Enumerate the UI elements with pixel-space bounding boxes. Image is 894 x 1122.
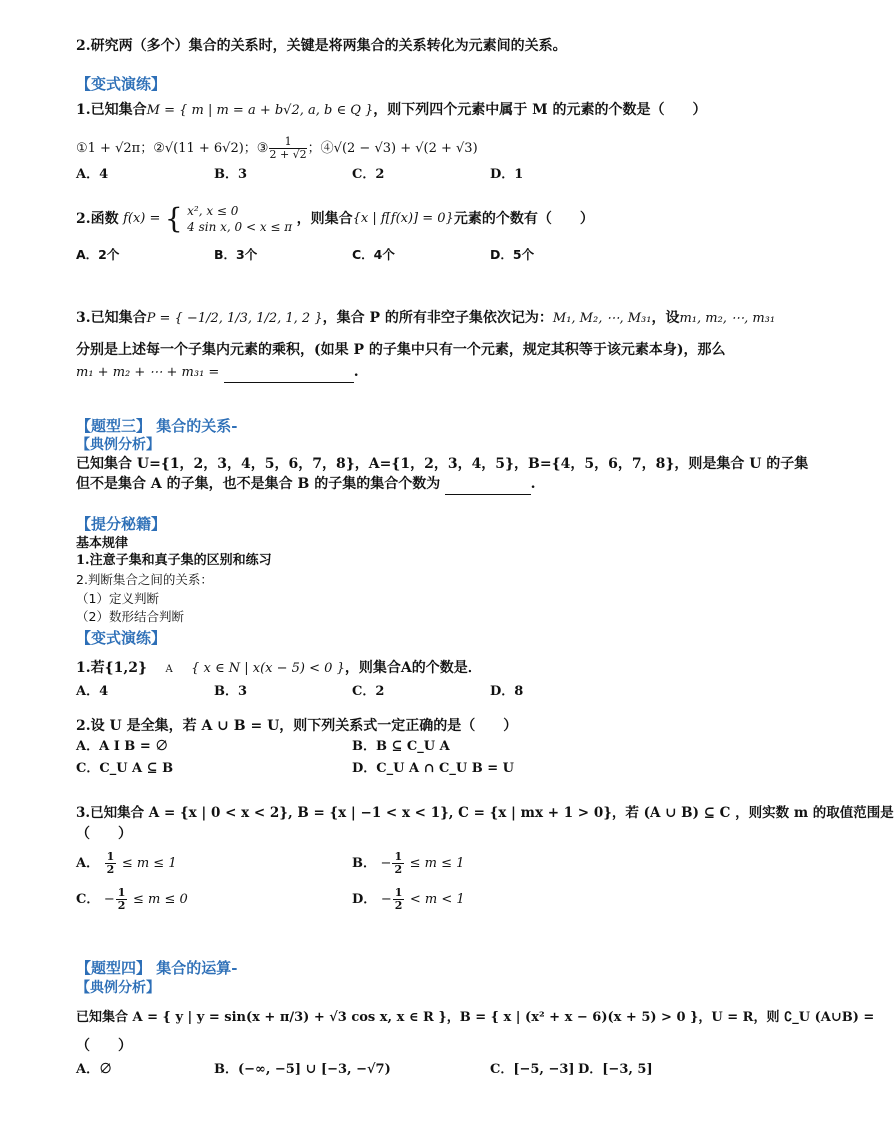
q1-item-2: ；②√(11 + 6√2) <box>140 141 244 156</box>
p3-option-a-text: ≤ m ≤ 1 <box>121 856 177 871</box>
type-4-paren: （ ） <box>76 1038 132 1054</box>
practice-2-stem: 2.设 U 是全集，若 A ∪ B = U，则下列关系式一定正确的是（ ） <box>76 718 518 734</box>
q1-item-4: ；④√(2 − √3) + √(2 + √3) <box>307 141 478 156</box>
type-3-example-line-1: 已知集合 U={1，2，3，4，5，6，7，8}，A={1，2，3，4，5}，B={4，5，6，7，8}，则是集合 U 的子集 <box>76 456 809 472</box>
p1-option-d: D．8 <box>490 684 524 699</box>
p3-option-c-label: C． <box>76 892 100 907</box>
q1-option-d: D．1 <box>490 167 524 182</box>
q3-line-3 <box>76 362 359 383</box>
q3-answer-blank[interactable] <box>224 362 354 383</box>
tips-rule-1: 1.注意子集和真子集的区别和练习 <box>76 553 272 568</box>
q1-set-definition: M = { m | m = a + b√2, a, b ∈ Q } <box>146 103 374 118</box>
q3-mid2: ，设 <box>651 310 680 326</box>
tips-header: 【提分秘籍】 <box>76 515 167 533</box>
p3-option-c-den: 2 <box>117 899 126 912</box>
p3-option-a <box>76 851 177 876</box>
intro-line: 2.研究两（多个）集合的关系时，关键是将两集合的关系转化为元素间的关系。 <box>76 38 567 54</box>
type-4-header: 【题型四】 集合的运算- <box>76 959 238 977</box>
q2-function-name: f(x) = <box>123 211 161 226</box>
p3-option-b-text: ≤ m ≤ 1 <box>409 856 465 871</box>
p2-option-d: D．C_U A ∩ C_U B = U <box>352 761 514 776</box>
p3-option-a-fraction <box>105 851 117 876</box>
q2-piecewise-cases <box>187 203 292 235</box>
q3-sum-expression: m₁ + m₂ + ⋯ + m₃₁ = <box>76 365 220 380</box>
q1-item-3-numerator: 1 <box>269 136 306 149</box>
q2-case-2: 4 sin x, 0 < x ≤ π <box>187 220 293 234</box>
p1-suffix: ，则集合A的个数是． <box>344 660 482 676</box>
q1-option-c: C．2 <box>352 167 385 182</box>
p3-option-d-num: 1 <box>394 886 403 899</box>
q2-brace: { <box>164 202 183 235</box>
p1-set: { x ∈ N | x(x − 5) < 0 } <box>191 661 345 676</box>
p3-option-b-fraction <box>392 851 404 876</box>
q3-period: . <box>353 364 359 380</box>
q3-prefix: 3.已知集合 <box>76 310 147 326</box>
type-3-header: 【题型三】 集合的关系- <box>76 417 238 435</box>
q2-prefix: 2.函数 <box>76 211 119 227</box>
q1-prefix: 1.已知集合 <box>76 102 147 118</box>
practice-3-stem: 3.已知集合 A = {x | 0 < x < 2}, B = {x | −1 < x < 1}, C = {x | mx + 1 > 0}，若 (A ∪ B) ⊆ C ，则实数 m 的取值范围是 <box>76 805 894 821</box>
p2-option-a: A．A I B = ∅ <box>76 739 169 754</box>
type-4-option-b: B．(−∞, −5] ∪ [−3, −√7) <box>214 1062 391 1077</box>
p2-option-b: B．B ⊆ C_U A <box>352 739 450 754</box>
q2-option-d: D．5个 <box>490 247 535 262</box>
q2-set: {x | f[f(x)] = 0} <box>352 211 454 226</box>
q3-mid: ，集合 P 的所有非空子集依次记为： <box>322 310 553 326</box>
q3-set-definition: P = { −1/2, 1/3, 1/2, 1, 2 } <box>146 311 323 326</box>
p3-option-b-label: B． <box>352 856 376 871</box>
p3-option-a-label: A． <box>76 856 100 871</box>
type-3-example-line-2 <box>76 474 536 495</box>
section-header-variant-practice-2: 【变式演练】 <box>76 629 167 647</box>
p2-option-c: C．C_U A ⊆ B <box>76 761 174 776</box>
type-3-answer-blank[interactable] <box>445 474 531 495</box>
p1-relation-glyph: A <box>165 664 173 675</box>
q2-option-b: B．3个 <box>214 247 258 262</box>
p3-option-b-num: 1 <box>394 850 403 863</box>
q3-products: m₁, m₂, ⋯, m₃₁ <box>679 311 776 326</box>
tips-rule-2b: （2）数形结合判断 <box>76 609 184 624</box>
tips-rule-2: 2.判断集合之间的关系： <box>76 572 213 587</box>
type-3-period: . <box>530 476 536 492</box>
p3-option-d-minus: − <box>380 892 392 907</box>
p3-option-c-minus: − <box>103 892 115 907</box>
type-3-example-text: 但不是集合 A 的子集，也不是集合 B 的子集的集合个数为 <box>76 476 441 492</box>
q2-option-c: C．4个 <box>352 247 395 262</box>
p3-option-d-text: < m < 1 <box>409 892 465 907</box>
p3-option-b <box>352 851 464 876</box>
q1-option-a: A．4 <box>76 167 109 182</box>
type-4-option-d: D．[−3, 5] <box>578 1062 653 1077</box>
tips-rule-2a: （1）定义判断 <box>76 591 159 606</box>
practice-3-paren: （ ） <box>76 826 132 842</box>
type-4-option-a: A．∅ <box>76 1062 113 1077</box>
q1-suffix: ，则下列四个元素中属于 M 的元素的个数是（ ） <box>373 102 707 118</box>
q1-item-3-denominator: 2 + √2 <box>269 148 307 161</box>
question-2-stem <box>76 203 594 239</box>
type-4-subheader: 【典例分析】 <box>76 980 160 996</box>
p3-option-d-den: 2 <box>394 899 403 912</box>
p3-option-a-num: 1 <box>106 850 115 863</box>
practice-1-stem <box>76 658 482 680</box>
q2-case-1: x², x ≤ 0 <box>187 204 239 218</box>
p1-option-c: C．2 <box>352 684 385 699</box>
p3-option-c-num: 1 <box>117 886 126 899</box>
p1-option-b: B．3 <box>214 684 248 699</box>
type-3-subheader: 【典例分析】 <box>76 437 160 453</box>
p3-option-b-minus: − <box>380 856 392 871</box>
question-1-items <box>76 136 478 161</box>
tips-basic: 基本规律 <box>76 536 129 551</box>
type-4-example-line-1: 已知集合 A = { y | y = sin(x + π/3) + √3 cos x, x ∈ R }，B = { x | (x² + x − 6)(x + 5) > 0 }，U = R，则 ∁_U (A∪B) = <box>76 1010 875 1025</box>
q1-item-1: ①1 + √2π <box>76 141 141 156</box>
question-1-stem <box>76 100 707 121</box>
q2-mid: ，则集合 <box>296 211 353 227</box>
q3-line-2: 分别是上述每一个子集内元素的乘积，(如果 P 的子集中只有一个元素，规定其积等于该元素本身)，那么 <box>76 342 726 358</box>
p1-option-a: A．4 <box>76 684 109 699</box>
p3-option-d <box>352 887 465 912</box>
question-3-stem <box>76 308 775 329</box>
section-header-variant-practice-1: 【变式演练】 <box>76 75 167 93</box>
q1-option-b: B．3 <box>214 167 248 182</box>
q3-subsets: M₁, M₂, ⋯, M₃₁ <box>552 311 652 326</box>
p1-prefix: 1.若{1,2} <box>76 660 147 676</box>
q2-option-a: A．2个 <box>76 247 120 262</box>
q1-item-3-fraction <box>269 136 306 161</box>
p3-option-d-fraction <box>393 887 405 912</box>
q1-item-3-label: ；③ <box>243 141 269 156</box>
q2-suffix: 元素的个数有（ ） <box>453 211 594 227</box>
p3-option-a-den: 2 <box>106 863 115 876</box>
type-4-option-c: C．[−5, −3] <box>490 1062 575 1077</box>
p3-option-c-fraction <box>116 887 128 912</box>
p3-option-b-den: 2 <box>394 863 403 876</box>
p3-option-d-label: D． <box>352 892 377 907</box>
p3-option-c-text: ≤ m ≤ 0 <box>132 892 188 907</box>
p3-option-c <box>76 887 188 912</box>
